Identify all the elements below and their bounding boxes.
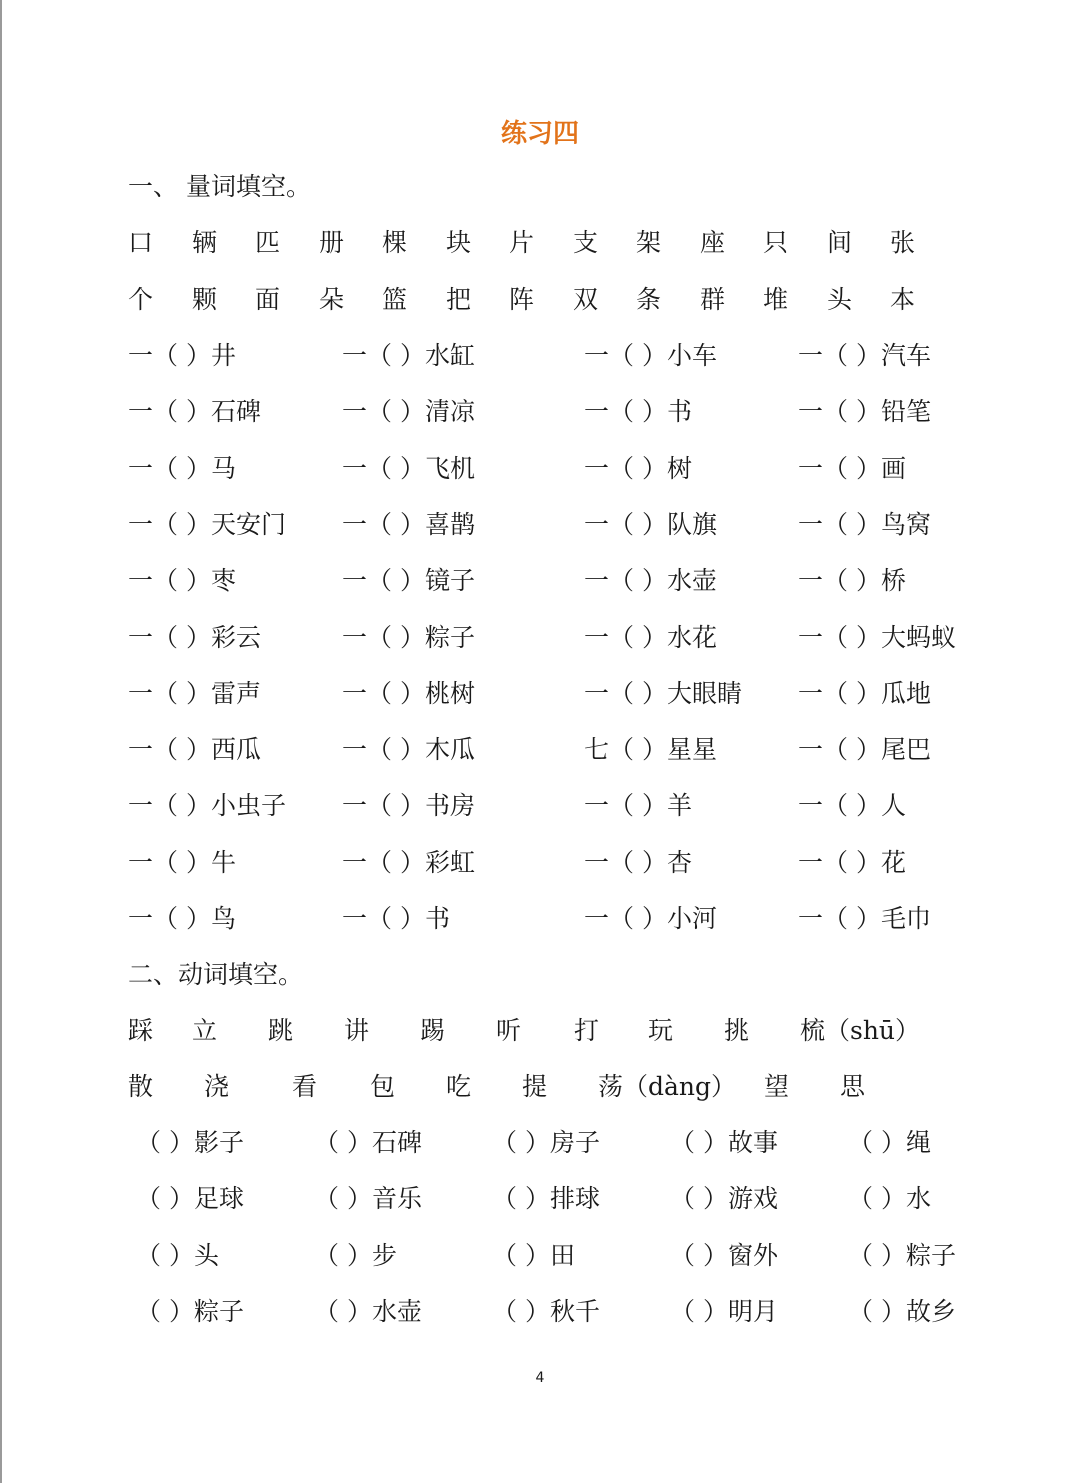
measure-word: 片 bbox=[509, 228, 535, 257]
fill-blank-item: 一（ ）羊 bbox=[584, 791, 692, 821]
fill-blank-item: 一（ ）尾巴 bbox=[798, 735, 931, 765]
fill-blank-item: 一（ ）马 bbox=[128, 453, 236, 483]
verb-word: 提 bbox=[522, 1072, 548, 1101]
measure-word: 册 bbox=[319, 228, 345, 257]
measure-word: 面 bbox=[255, 285, 281, 314]
fill-blank-item: 一（ ）鸟 bbox=[128, 904, 236, 933]
fill-blank-item: （ ）故事 bbox=[670, 1128, 778, 1157]
fill-blank-item: 一（ ）清凉 bbox=[342, 397, 475, 427]
measure-word: 块 bbox=[446, 228, 472, 257]
measure-word: 朵 bbox=[319, 285, 345, 314]
verb-word: 包 bbox=[370, 1072, 396, 1101]
fill-blank-item: 一（ ）桃树 bbox=[342, 678, 475, 708]
fill-blank-item: （ ）游戏 bbox=[670, 1184, 778, 1214]
fill-blank-item: 一（ ）大蚂蚁 bbox=[798, 622, 956, 652]
measure-word: 口 bbox=[128, 228, 154, 257]
fill-blank-item: 一（ ）桥 bbox=[798, 566, 906, 596]
fill-blank-item: 一（ ）大眼睛 bbox=[584, 678, 742, 708]
verb-word: 玩 bbox=[648, 1016, 674, 1045]
verb-word: 打 bbox=[574, 1016, 600, 1045]
fill-blank-item: （ ）秋千 bbox=[492, 1296, 600, 1326]
section-heading: 一、 量词填空。 bbox=[128, 172, 311, 201]
page-title: 练习四 bbox=[500, 119, 579, 149]
fill-blank-item: 一（ ）书 bbox=[584, 397, 692, 427]
verb-word: 踩 bbox=[128, 1016, 154, 1045]
fill-blank-item: 一（ ）雷声 bbox=[128, 678, 261, 708]
measure-word: 篮 bbox=[382, 285, 408, 314]
fill-blank-item: 一（ ）天安门 bbox=[128, 509, 286, 539]
measure-word: 间 bbox=[827, 228, 853, 257]
fill-blank-item: 一（ ）西瓜 bbox=[128, 735, 261, 765]
measure-word: 本 bbox=[890, 285, 916, 314]
verb-word: 听 bbox=[496, 1016, 522, 1045]
fill-blank-item: 一（ ）汽车 bbox=[798, 341, 931, 370]
fill-blank-item: 一（ ）镜子 bbox=[342, 566, 475, 596]
fill-blank-item: 一（ ）毛巾 bbox=[798, 904, 931, 933]
verb-word: 梳（shū） bbox=[800, 1016, 921, 1045]
verb-word: 思 bbox=[840, 1072, 866, 1101]
fill-blank-item: 一（ ）队旗 bbox=[584, 509, 717, 539]
fill-blank-item: 一（ ）鸟窝 bbox=[798, 509, 931, 539]
fill-blank-item: 一（ ）粽子 bbox=[342, 622, 475, 652]
fill-blank-item: （ ）排球 bbox=[492, 1184, 600, 1214]
verb-word: 望 bbox=[764, 1072, 790, 1101]
verb-word: 浇 bbox=[204, 1072, 230, 1101]
fill-blank-item: （ ）水壶 bbox=[314, 1296, 422, 1326]
measure-word: 座 bbox=[700, 228, 726, 257]
fill-blank-item: 一（ ）铅笔 bbox=[798, 397, 931, 427]
measure-word: 条 bbox=[636, 285, 662, 314]
fill-blank-item: 一（ ）枣 bbox=[128, 566, 236, 596]
measure-word: 只 bbox=[763, 228, 789, 257]
fill-blank-item: 一（ ）书房 bbox=[342, 791, 475, 821]
fill-blank-item: 一（ ）人 bbox=[798, 791, 906, 821]
measure-word: 个 bbox=[128, 285, 154, 314]
section-heading: 二、动词填空。 bbox=[128, 960, 304, 989]
fill-blank-item: （ ）步 bbox=[314, 1240, 397, 1270]
fill-blank-item: 一（ ）喜鹊 bbox=[342, 509, 475, 539]
measure-word: 架 bbox=[636, 228, 662, 257]
fill-blank-item: （ ）影子 bbox=[136, 1128, 244, 1157]
fill-blank-item: 一（ ）井 bbox=[128, 341, 236, 370]
measure-word: 把 bbox=[446, 285, 472, 314]
fill-blank-item: 一（ ）飞机 bbox=[342, 453, 475, 483]
fill-blank-item: （ ）田 bbox=[492, 1240, 575, 1270]
fill-blank-item: 一（ ）水花 bbox=[584, 622, 717, 652]
verb-word: 吃 bbox=[446, 1072, 472, 1101]
measure-word: 头 bbox=[827, 285, 853, 314]
fill-blank-item: 一（ ）小虫子 bbox=[128, 791, 286, 821]
verb-word: 讲 bbox=[344, 1016, 370, 1045]
fill-blank-item: 一（ ）彩虹 bbox=[342, 847, 475, 877]
measure-word: 阵 bbox=[509, 285, 535, 314]
fill-blank-item: 一（ ）小车 bbox=[584, 341, 717, 370]
fill-blank-item: 一（ ）木瓜 bbox=[342, 735, 475, 765]
measure-word: 双 bbox=[573, 285, 599, 314]
fill-blank-item: （ ）头 bbox=[136, 1240, 219, 1270]
fill-blank-item: （ ）粽子 bbox=[136, 1296, 244, 1326]
measure-word: 张 bbox=[890, 228, 916, 257]
fill-blank-item: （ ）故乡 bbox=[848, 1296, 956, 1326]
fill-blank-item: 一（ ）牛 bbox=[128, 847, 236, 877]
fill-blank-item: 一（ ）石碑 bbox=[128, 397, 261, 427]
verb-word: 散 bbox=[128, 1072, 154, 1101]
measure-word: 堆 bbox=[763, 285, 789, 314]
verb-word: 挑 bbox=[724, 1016, 750, 1045]
fill-blank-item: 一（ ）画 bbox=[798, 453, 906, 483]
fill-blank-item: （ ）石碑 bbox=[314, 1128, 422, 1157]
fill-blank-item: （ ）绳 bbox=[848, 1128, 931, 1157]
fill-blank-item: （ ）音乐 bbox=[314, 1184, 422, 1214]
fill-blank-item: 一（ ）水缸 bbox=[342, 341, 475, 370]
fill-blank-item: （ ）粽子 bbox=[848, 1240, 956, 1270]
verb-word: 荡（dàng） bbox=[598, 1072, 737, 1101]
measure-word: 群 bbox=[700, 285, 726, 314]
verb-word: 看 bbox=[292, 1072, 318, 1101]
fill-blank-item: （ ）房子 bbox=[492, 1128, 600, 1157]
fill-blank-item: 一（ ）彩云 bbox=[128, 622, 261, 652]
verb-word: 跳 bbox=[268, 1016, 294, 1045]
measure-word: 匹 bbox=[255, 228, 281, 257]
fill-blank-item: 一（ ）杏 bbox=[584, 847, 692, 877]
verb-word: 踢 bbox=[420, 1016, 446, 1045]
fill-blank-item: 一（ ）水壶 bbox=[584, 566, 717, 596]
fill-blank-item: 一（ ）小河 bbox=[584, 904, 717, 933]
measure-word: 棵 bbox=[382, 228, 408, 257]
fill-blank-item: （ ）水 bbox=[848, 1184, 931, 1214]
measure-word: 支 bbox=[573, 228, 599, 257]
measure-word: 辆 bbox=[192, 228, 218, 257]
fill-blank-item: 一（ ）花 bbox=[798, 847, 906, 877]
fill-blank-item: 一（ ）树 bbox=[584, 453, 692, 483]
fill-blank-item: （ ）窗外 bbox=[670, 1240, 778, 1270]
fill-blank-item: 七（ ）星星 bbox=[584, 735, 717, 765]
verb-word: 立 bbox=[192, 1016, 218, 1045]
measure-word: 颗 bbox=[192, 285, 218, 314]
fill-blank-item: （ ）足球 bbox=[136, 1184, 244, 1214]
fill-blank-item: 一（ ）瓜地 bbox=[798, 678, 931, 708]
fill-blank-item: （ ）明月 bbox=[670, 1296, 778, 1326]
fill-blank-item: 一（ ）书 bbox=[342, 904, 450, 933]
page-number: 4 bbox=[535, 1370, 545, 1386]
